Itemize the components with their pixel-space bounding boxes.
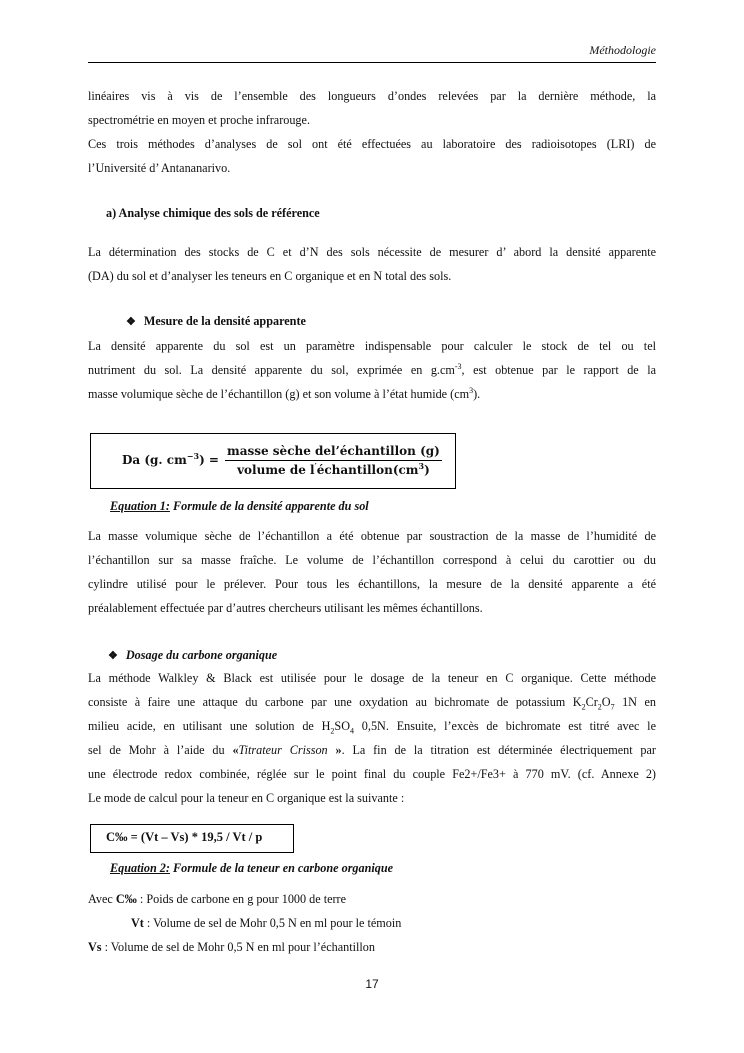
carbon-heading-text: Dosage du carbone organique <box>125 648 278 662</box>
text-line: nutriment du sol. La densité apparente du sol, exprimée en $g.cm^{-3}$, est obtenue par le rapport de la <box>88 361 657 377</box>
legend-c: Avec C‰ : Poids de carbone en g pour 1000 de terre <box>88 892 347 906</box>
text-line: La méthode Walkley & Black est utilisée pour le dosage de la teneur en C organique. Cette méthode <box>88 671 656 685</box>
intro-paragraph-2 <box>88 132 656 180</box>
text-line: milieu acide, en utilisant une solution de $H_2SO_4$ 0,5N. Ensuite, l’excès de bichromate est titré avec le <box>88 719 656 736</box>
carbon-heading <box>108 648 277 663</box>
density-paragraph <box>88 334 656 406</box>
text-line: préalablement effectuée par d’autres chercheurs utilisant les mêmes échantillons. <box>88 601 483 615</box>
section-a-paragraph <box>88 240 656 288</box>
carbon-paragraph <box>88 666 656 810</box>
text-line: (DA) du sol et d’analyser les teneurs en C organique et en N total des sols. <box>88 269 452 283</box>
density-text-paragraph <box>88 524 656 620</box>
text-line: une électrode redox combinée, réglée sur le point final du couple Fe2+/Fe3+ à 770 mV. (cf. Annexe 2) <box>88 767 656 781</box>
equation-2-caption: Equation 2: Formule de la teneur en carbone organique <box>110 861 394 875</box>
page-number: 17 <box>365 977 379 991</box>
formula-lhs: Da (g. $cm^{-3}$) = <box>122 451 219 467</box>
intro-paragraph <box>88 84 656 132</box>
diamond-bullet-icon: ❖ <box>108 650 118 662</box>
density-formula <box>122 436 442 484</box>
density-heading <box>126 314 306 329</box>
text-line: Le mode de calcul pour la teneur en C organique est la suivante : <box>88 791 405 805</box>
text-line: l’échantillon sur sa masse fraîche. Le volume de l’échantillon correspond à celui du carottier ou du <box>88 553 656 567</box>
text-line: masse volumique sèche de l’échantillon (g) et son volume à l’état humide $(cm^3)$. <box>88 385 481 401</box>
text-line: sel de Mohr à l’aide du «Titrateur Crisson ». La fin de la titration est déterminée électriquement par <box>88 743 656 757</box>
legend-vs: Vs : Volume de sel de Mohr 0,5 N en ml pour l’échantillon <box>88 940 375 954</box>
header-rule <box>88 62 656 63</box>
text-line: l’Université d’ Antananarivo. <box>88 161 231 175</box>
section-heading: a) Analyse chimique des sols de référence <box>106 206 320 220</box>
carbon-formula: C‰ = (Vt – Vs) * 19,5 / Vt / p <box>106 830 263 844</box>
text-line: spectrométrie en moyen et proche infrarouge. <box>88 113 310 127</box>
text-line: cylindre utilisé pour le prélever. Pour tous les échantillons, la mesure de la densité apparente a été <box>88 577 656 591</box>
text-line: Ces trois méthodes d’analyses de sol ont été effectuées au laboratoire des radioisotopes (LRI) de <box>88 137 656 151</box>
text-line: La masse volumique sèche de l’échantillon a été obtenue par soustraction de la masse de l’humidité de <box>88 529 656 543</box>
text-line: linéaires vis à vis de l’ensemble des longueurs d’ondes relevées par la dernière méthode, la <box>88 89 656 103</box>
equation-1-caption: Equation 1: Formule de la densité apparente du sol <box>110 499 369 513</box>
text-line: La détermination des stocks de C et d’N des sols nécessite de mesurer d’ abord la densité apparente <box>88 245 656 259</box>
density-heading-text: Mesure de la densité apparente <box>143 314 306 328</box>
diamond-bullet-icon: ❖ <box>126 316 136 328</box>
text-line: consiste à faire une attaque du carbone par une oxydation au bichromate de potassium $K_2Cr_2O_7$ 1N en <box>88 695 656 712</box>
formula-numerator: masse sèche del’échantillon (g) <box>225 444 442 461</box>
text-line: La densité apparente du sol est un paramètre indispensable pour calculer le stock de tel ou tel <box>88 339 656 353</box>
running-header: Méthodologie <box>589 43 656 57</box>
legend-vt: Vt : Volume de sel de Mohr 0,5 N en ml pour le témoin <box>131 916 402 930</box>
formula-fraction <box>225 444 442 477</box>
formula-denominator: volume de $l'échantillon(cm^3)$ <box>237 460 430 477</box>
